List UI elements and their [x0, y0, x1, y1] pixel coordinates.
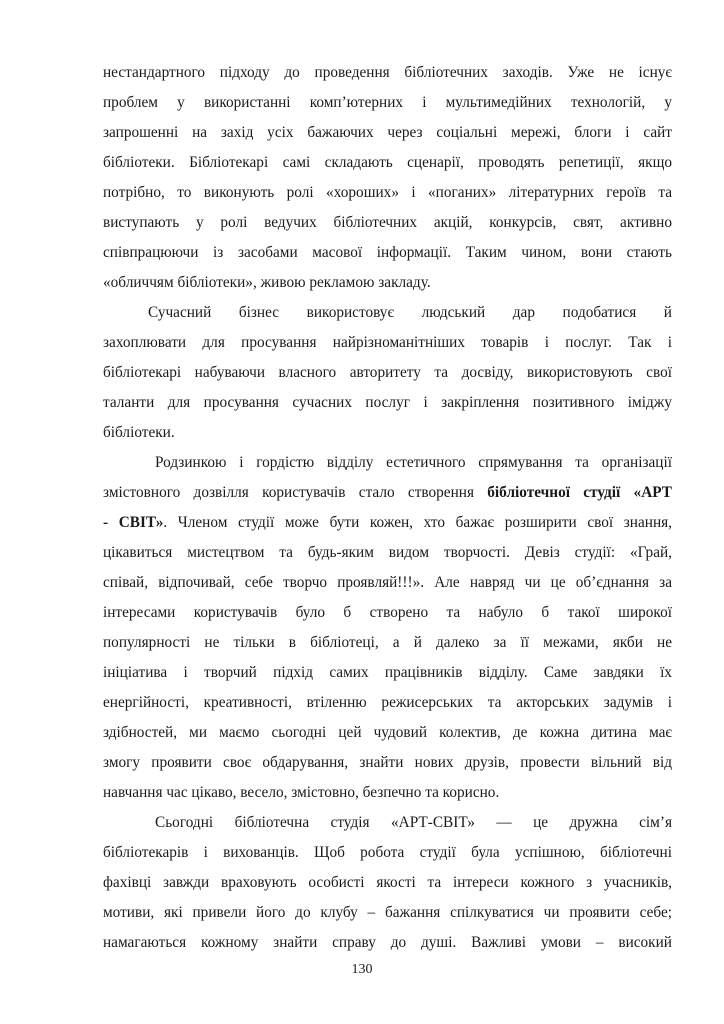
- studio-name-bold: бібліотечної студії «АРТ: [487, 484, 672, 501]
- paragraph-2: [103, 298, 672, 448]
- text-line: Сьогодні бібліотечна студія «АРТ-СВІТ» — це дружна сім’я: [155, 814, 672, 831]
- text-line: потрібно, то виконують ролі «хороших» і «поганих» літературних героїв та: [103, 184, 672, 201]
- text-line: мотиви, які привели його до клубу – бажання спілкуватися чи проявити себе;: [103, 904, 672, 921]
- paragraph-1: [103, 58, 672, 298]
- text-line: змогу проявити своє обдарування, знайти нових друзів, провести вільний від: [103, 754, 672, 771]
- text-line: бібліотеки.: [103, 424, 175, 441]
- text-line: співпрацюючи із засобами масової інформації. Таким чином, вони стають: [103, 244, 672, 261]
- text-segment: змістовного дозвілля користувачів стало створення: [103, 484, 488, 501]
- text-line: фахівці завжди враховують особисті якості та інтереси кожного з учасників,: [103, 874, 672, 891]
- paragraph-4: [103, 808, 672, 958]
- text-line: «обличчям бібліотеки», живою рекламою закладу.: [103, 274, 431, 291]
- studio-name-bold: - СВІТ»: [103, 514, 164, 531]
- document-page: [103, 58, 672, 958]
- text-line: таланти для просування сучасних послуг і закріплення позитивного іміджу: [103, 394, 672, 411]
- text-line: нестандартного підходу до проведення бібліотечних заходів. Уже не існує: [103, 64, 672, 81]
- text-line: запрошенні на захід усіх бажаючих через соціальні мережі, блоги і сайт: [103, 124, 672, 141]
- text-line: виступають у ролі ведучих бібліотечних акцій, конкурсів, свят, активно: [103, 214, 672, 231]
- text-line: [103, 508, 672, 538]
- text-line: бібліотеки. Бібліотекарі самі складають сценарії, проводять репетиції, якщо: [103, 154, 672, 171]
- text-line: захоплювати для просування найрізноманітніших товарів і послуг. Так і: [103, 334, 672, 351]
- text-line: здібностей, ми маємо сьогодні цей чудовий колектив, де кожна дитина має: [103, 724, 672, 741]
- text-segment: . Членом студії може бути кожен, хто бажає розширити свої знання,: [163, 514, 673, 531]
- text-line: інтересами користувачів було б створено та набуло б такої широкої: [103, 604, 672, 621]
- text-line: [103, 478, 672, 508]
- text-line: цікавиться мистецтвом та будь-яким видом творчості. Девіз студії: «Грай,: [103, 544, 672, 561]
- text-line: Сучасний бізнес використовує людський дар подобатися й: [148, 304, 672, 321]
- text-line: енергійності, креативності, втіленню режисерських та акторських задумів і: [103, 694, 672, 711]
- text-line: намагаються кожному знайти справу до душі. Важливі умови – високий: [103, 934, 672, 951]
- text-line: навчання час цікаво, весело, змістовно, безпечно та корисно.: [103, 784, 500, 801]
- text-line: ініціатива і творчий підхід самих працівників відділу. Саме завдяки їх: [103, 664, 672, 681]
- paragraph-3: [103, 448, 672, 808]
- text-line: бібліотекарів і вихованців. Щоб робота студії була успішною, бібліотечні: [103, 844, 672, 861]
- text-line: Родзинкою і гордістю відділу естетичного спрямування та організації: [155, 454, 672, 471]
- text-line: співай, відпочивай, себе творчо проявляй!!!». Але навряд чи це об’єднання за: [103, 574, 672, 591]
- page-number: 130: [351, 962, 373, 977]
- text-line: бібліотекарі набуваючи власного авторитету та досвіду, використовують свої: [103, 364, 672, 381]
- text-line: популярності не тільки в бібліотеці, а й далеко за її межами, якби не: [103, 634, 672, 651]
- text-line: проблем у використанні комп’ютерних і мультимедійних технологій, у: [103, 94, 672, 111]
